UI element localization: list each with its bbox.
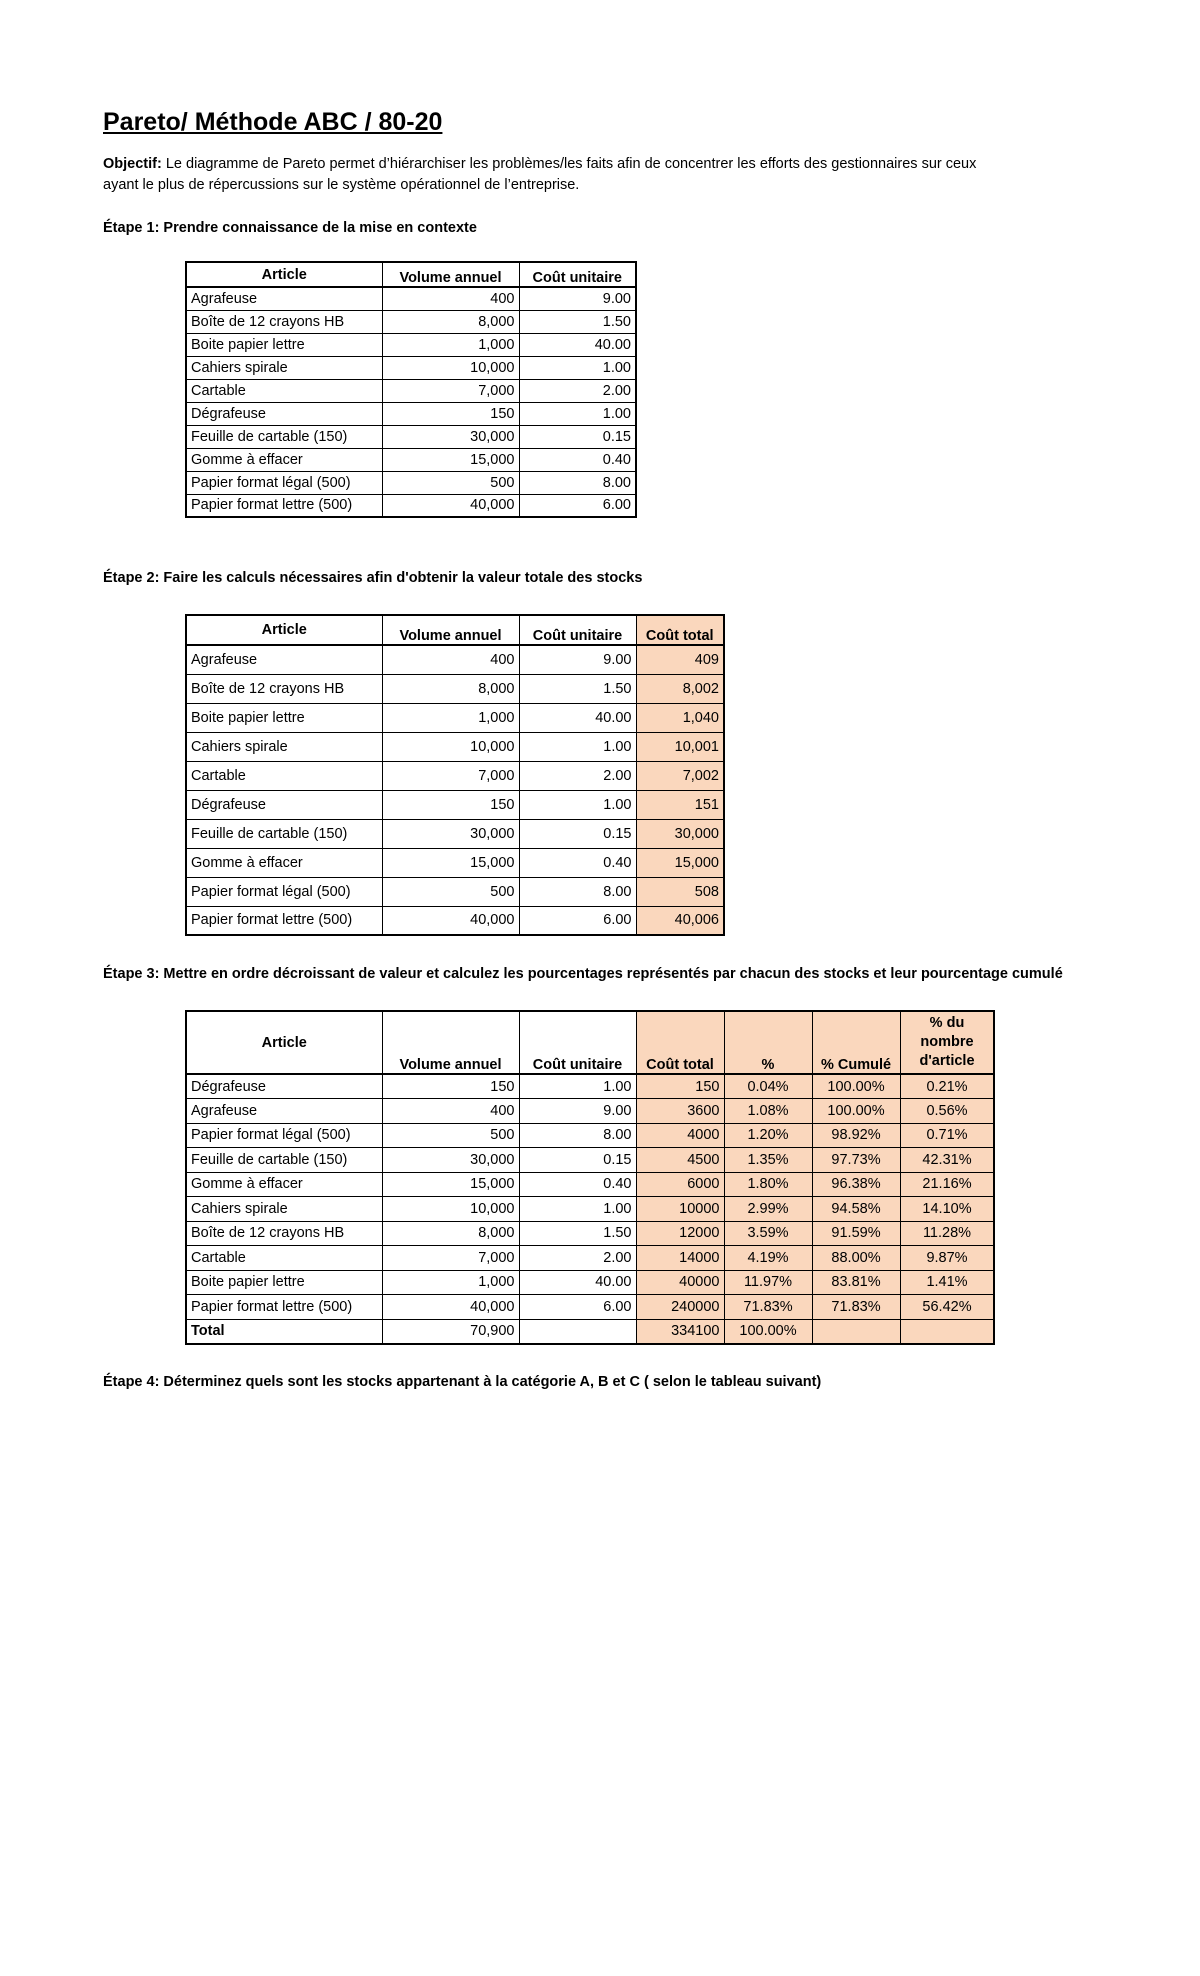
table-row <box>186 310 636 333</box>
unit-cost-cell: 6.00 <box>519 494 636 517</box>
table-row <box>186 1123 994 1148</box>
percent-cell: 1.80% <box>724 1172 812 1197</box>
volume-cell: 7,000 <box>382 379 519 402</box>
article-cell: Gomme à effacer <box>186 848 382 877</box>
unit-cost-cell: 8.00 <box>519 471 636 494</box>
table-row <box>186 333 636 356</box>
table-row <box>186 848 724 877</box>
unit-cost-cell: 2.00 <box>519 1246 636 1271</box>
unit-cost-cell: 0.15 <box>519 819 636 848</box>
column-header-unit-cost: Coût unitaire <box>519 1011 636 1074</box>
item-share-cell: 9.87% <box>900 1246 994 1271</box>
article-cell: Papier format légal (500) <box>186 877 382 906</box>
volume-cell: 10,000 <box>382 356 519 379</box>
article-cell: Cahiers spirale <box>186 1197 382 1222</box>
article-cell: Boite papier lettre <box>186 1270 382 1295</box>
volume-cell: 500 <box>382 877 519 906</box>
article-cell: Agrafeuse <box>186 287 382 310</box>
article-cell: Feuille de cartable (150) <box>186 819 382 848</box>
table-row <box>186 1172 994 1197</box>
item-share-cell: 56.42% <box>900 1295 994 1320</box>
unit-cost-cell: 1.50 <box>519 310 636 333</box>
step1-heading: Étape 1: Prendre connaissance de la mise en contexte <box>103 220 477 236</box>
table-row <box>186 732 724 761</box>
table-row <box>186 761 724 790</box>
column-header-volume: Volume annuel <box>382 262 519 287</box>
volume-cell: 150 <box>382 402 519 425</box>
total-cost-cell: 30,000 <box>636 819 724 848</box>
unit-cost-cell: 1.00 <box>519 732 636 761</box>
unit-cost-cell: 9.00 <box>519 287 636 310</box>
total-cost-cell: 12000 <box>636 1221 724 1246</box>
article-cell: Gomme à effacer <box>186 1172 382 1197</box>
volume-cell: 8,000 <box>382 1221 519 1246</box>
total-cost-cell: 240000 <box>636 1295 724 1320</box>
table-row <box>186 1221 994 1246</box>
article-cell: Gomme à effacer <box>186 448 382 471</box>
table-row <box>186 877 724 906</box>
volume-cell: 10,000 <box>382 732 519 761</box>
column-header-item-share: % du nombre d'article <box>900 1011 994 1074</box>
table-row <box>186 1099 994 1124</box>
article-cell: Boite papier lettre <box>186 333 382 356</box>
volume-cell: 15,000 <box>382 1172 519 1197</box>
cumulative-cell <box>812 1319 900 1344</box>
table-row <box>186 1197 994 1222</box>
table-row <box>186 471 636 494</box>
unit-cost-cell <box>519 1319 636 1344</box>
article-cell: Agrafeuse <box>186 1099 382 1124</box>
unit-cost-cell: 0.40 <box>519 448 636 471</box>
item-share-cell: 1.41% <box>900 1270 994 1295</box>
table-row <box>186 703 724 732</box>
total-cost-cell: 10,001 <box>636 732 724 761</box>
column-header-article: Article <box>186 615 382 645</box>
unit-cost-cell: 2.00 <box>519 761 636 790</box>
article-cell: Papier format lettre (500) <box>186 1295 382 1320</box>
step4-heading: Étape 4: Déterminez quels sont les stocks appartenant à la catégorie A, B et C ( selon le tableau suivant) <box>103 1374 822 1390</box>
unit-cost-cell: 1.00 <box>519 790 636 819</box>
unit-cost-cell: 2.00 <box>519 379 636 402</box>
volume-cell: 7,000 <box>382 1246 519 1271</box>
step3-table <box>185 1010 995 1345</box>
unit-cost-cell: 0.40 <box>519 1172 636 1197</box>
total-cost-cell: 14000 <box>636 1246 724 1271</box>
volume-cell: 10,000 <box>382 1197 519 1222</box>
article-cell: Dégrafeuse <box>186 402 382 425</box>
table-row <box>186 379 636 402</box>
article-cell: Papier format légal (500) <box>186 471 382 494</box>
article-cell: Cahiers spirale <box>186 356 382 379</box>
unit-cost-cell: 6.00 <box>519 906 636 935</box>
column-header-volume: Volume annuel <box>382 1011 519 1074</box>
table-row <box>186 1295 994 1320</box>
total-cost-cell: 8,002 <box>636 674 724 703</box>
percent-cell: 71.83% <box>724 1295 812 1320</box>
column-header-unit-cost: Coût unitaire <box>519 262 636 287</box>
article-cell: Agrafeuse <box>186 645 382 674</box>
volume-cell: 7,000 <box>382 761 519 790</box>
total-cost-cell: 1,040 <box>636 703 724 732</box>
article-cell: Boîte de 12 crayons HB <box>186 1221 382 1246</box>
article-cell: Dégrafeuse <box>186 1074 382 1099</box>
table-row <box>186 1270 994 1295</box>
item-share-cell: 11.28% <box>900 1221 994 1246</box>
percent-cell: 3.59% <box>724 1221 812 1246</box>
table-row <box>186 790 724 819</box>
volume-cell: 400 <box>382 645 519 674</box>
cumulative-cell: 100.00% <box>812 1099 900 1124</box>
item-share-cell <box>900 1319 994 1344</box>
volume-cell: 30,000 <box>382 425 519 448</box>
article-cell: Boîte de 12 crayons HB <box>186 674 382 703</box>
article-cell: Papier format légal (500) <box>186 1123 382 1148</box>
percent-cell: 1.08% <box>724 1099 812 1124</box>
article-cell: Boite papier lettre <box>186 703 382 732</box>
total-cost-cell: 4000 <box>636 1123 724 1148</box>
unit-cost-cell: 6.00 <box>519 1295 636 1320</box>
unit-cost-cell: 9.00 <box>519 645 636 674</box>
table-row <box>186 645 724 674</box>
table-row <box>186 1074 994 1099</box>
cumulative-cell: 98.92% <box>812 1123 900 1148</box>
step2-heading: Étape 2: Faire les calculs nécessaires afin d'obtenir la valeur totale des stocks <box>103 570 643 586</box>
unit-cost-cell: 0.15 <box>519 1148 636 1173</box>
column-header-total-cost: Coût total <box>636 615 724 645</box>
unit-cost-cell: 8.00 <box>519 877 636 906</box>
total-cost-cell: 40000 <box>636 1270 724 1295</box>
total-cost-cell: 409 <box>636 645 724 674</box>
table-row <box>186 356 636 379</box>
table-row <box>186 674 724 703</box>
column-header-article: Article <box>186 1011 382 1074</box>
volume-cell: 400 <box>382 287 519 310</box>
unit-cost-cell: 40.00 <box>519 1270 636 1295</box>
column-header-unit-cost: Coût unitaire <box>519 615 636 645</box>
step2-table <box>185 614 725 936</box>
volume-cell: 1,000 <box>382 703 519 732</box>
cumulative-cell: 71.83% <box>812 1295 900 1320</box>
percent-cell: 1.20% <box>724 1123 812 1148</box>
item-share-cell: 0.71% <box>900 1123 994 1148</box>
objective-text: Le diagramme de Pareto permet d’hiérarchiser les problèmes/les faits afin de concentrer les efforts des gestionnaires sur ceux ayant le plus de répercussions sur le système opérationnel de l’entreprise. <box>103 156 977 193</box>
total-cost-cell: 7,002 <box>636 761 724 790</box>
table-row <box>186 448 636 471</box>
table-row <box>186 494 636 517</box>
table-row <box>186 906 724 935</box>
percent-cell: 11.97% <box>724 1270 812 1295</box>
total-cost-cell: 3600 <box>636 1099 724 1124</box>
percent-cell: 1.35% <box>724 1148 812 1173</box>
volume-cell: 8,000 <box>382 310 519 333</box>
column-header-article: Article <box>186 262 382 287</box>
table-row <box>186 819 724 848</box>
unit-cost-cell: 1.00 <box>519 356 636 379</box>
percent-cell: 4.19% <box>724 1246 812 1271</box>
unit-cost-cell: 40.00 <box>519 703 636 732</box>
item-share-cell: 14.10% <box>900 1197 994 1222</box>
volume-cell: 500 <box>382 1123 519 1148</box>
unit-cost-cell: 0.40 <box>519 848 636 877</box>
volume-cell: 70,900 <box>382 1319 519 1344</box>
step3-heading: Étape 3: Mettre en ordre décroissant de valeur et calculez les pourcentages représentés par chacun des stocks et leur pourcentage cumulé <box>103 966 1063 982</box>
volume-cell: 150 <box>382 1074 519 1099</box>
unit-cost-cell: 8.00 <box>519 1123 636 1148</box>
column-header-cumulative: % Cumulé <box>812 1011 900 1074</box>
step1-table <box>185 261 637 518</box>
total-cost-cell: 10000 <box>636 1197 724 1222</box>
column-header-volume: Volume annuel <box>382 615 519 645</box>
article-cell: Cartable <box>186 1246 382 1271</box>
article-cell: Cartable <box>186 761 382 790</box>
unit-cost-cell: 1.00 <box>519 402 636 425</box>
unit-cost-cell: 0.15 <box>519 425 636 448</box>
article-cell: Boîte de 12 crayons HB <box>186 310 382 333</box>
percent-cell: 0.04% <box>724 1074 812 1099</box>
item-share-cell: 21.16% <box>900 1172 994 1197</box>
table-row <box>186 425 636 448</box>
table-row <box>186 1148 994 1173</box>
volume-cell: 15,000 <box>382 848 519 877</box>
cumulative-cell: 91.59% <box>812 1221 900 1246</box>
total-cost-cell: 151 <box>636 790 724 819</box>
volume-cell: 500 <box>382 471 519 494</box>
unit-cost-cell: 1.50 <box>519 1221 636 1246</box>
cumulative-cell: 97.73% <box>812 1148 900 1173</box>
article-cell: Feuille de cartable (150) <box>186 1148 382 1173</box>
objective-label: Objectif: <box>103 156 162 172</box>
volume-cell: 400 <box>382 1099 519 1124</box>
cumulative-cell: 88.00% <box>812 1246 900 1271</box>
total-cost-cell: 40,006 <box>636 906 724 935</box>
volume-cell: 1,000 <box>382 1270 519 1295</box>
total-cost-cell: 15,000 <box>636 848 724 877</box>
total-cost-cell: 6000 <box>636 1172 724 1197</box>
cumulative-cell: 94.58% <box>812 1197 900 1222</box>
objective-paragraph <box>103 154 1003 196</box>
cumulative-cell: 83.81% <box>812 1270 900 1295</box>
table-row <box>186 1246 994 1271</box>
article-cell: Cartable <box>186 379 382 402</box>
column-header-total-cost: Coût total <box>636 1011 724 1074</box>
item-share-cell: 0.21% <box>900 1074 994 1099</box>
table-row <box>186 402 636 425</box>
percent-cell: 100.00% <box>724 1319 812 1344</box>
page-title: Pareto/ Méthode ABC / 80-20 <box>103 108 443 136</box>
unit-cost-cell: 1.00 <box>519 1074 636 1099</box>
table-row <box>186 287 636 310</box>
volume-cell: 30,000 <box>382 819 519 848</box>
article-cell: Papier format lettre (500) <box>186 906 382 935</box>
unit-cost-cell: 40.00 <box>519 333 636 356</box>
item-share-cell: 42.31% <box>900 1148 994 1173</box>
column-header-percent: % <box>724 1011 812 1074</box>
total-cost-cell: 334100 <box>636 1319 724 1344</box>
percent-cell: 2.99% <box>724 1197 812 1222</box>
unit-cost-cell: 1.50 <box>519 674 636 703</box>
volume-cell: 40,000 <box>382 1295 519 1320</box>
volume-cell: 40,000 <box>382 906 519 935</box>
item-share-cell: 0.56% <box>900 1099 994 1124</box>
total-cost-cell: 4500 <box>636 1148 724 1173</box>
cumulative-cell: 100.00% <box>812 1074 900 1099</box>
article-cell: Total <box>186 1319 382 1344</box>
volume-cell: 1,000 <box>382 333 519 356</box>
article-cell: Papier format lettre (500) <box>186 494 382 517</box>
total-cost-cell: 150 <box>636 1074 724 1099</box>
volume-cell: 30,000 <box>382 1148 519 1173</box>
volume-cell: 15,000 <box>382 448 519 471</box>
unit-cost-cell: 9.00 <box>519 1099 636 1124</box>
total-row <box>186 1319 994 1344</box>
volume-cell: 150 <box>382 790 519 819</box>
cumulative-cell: 96.38% <box>812 1172 900 1197</box>
unit-cost-cell: 1.00 <box>519 1197 636 1222</box>
article-cell: Dégrafeuse <box>186 790 382 819</box>
volume-cell: 40,000 <box>382 494 519 517</box>
volume-cell: 8,000 <box>382 674 519 703</box>
article-cell: Feuille de cartable (150) <box>186 425 382 448</box>
total-cost-cell: 508 <box>636 877 724 906</box>
article-cell: Cahiers spirale <box>186 732 382 761</box>
